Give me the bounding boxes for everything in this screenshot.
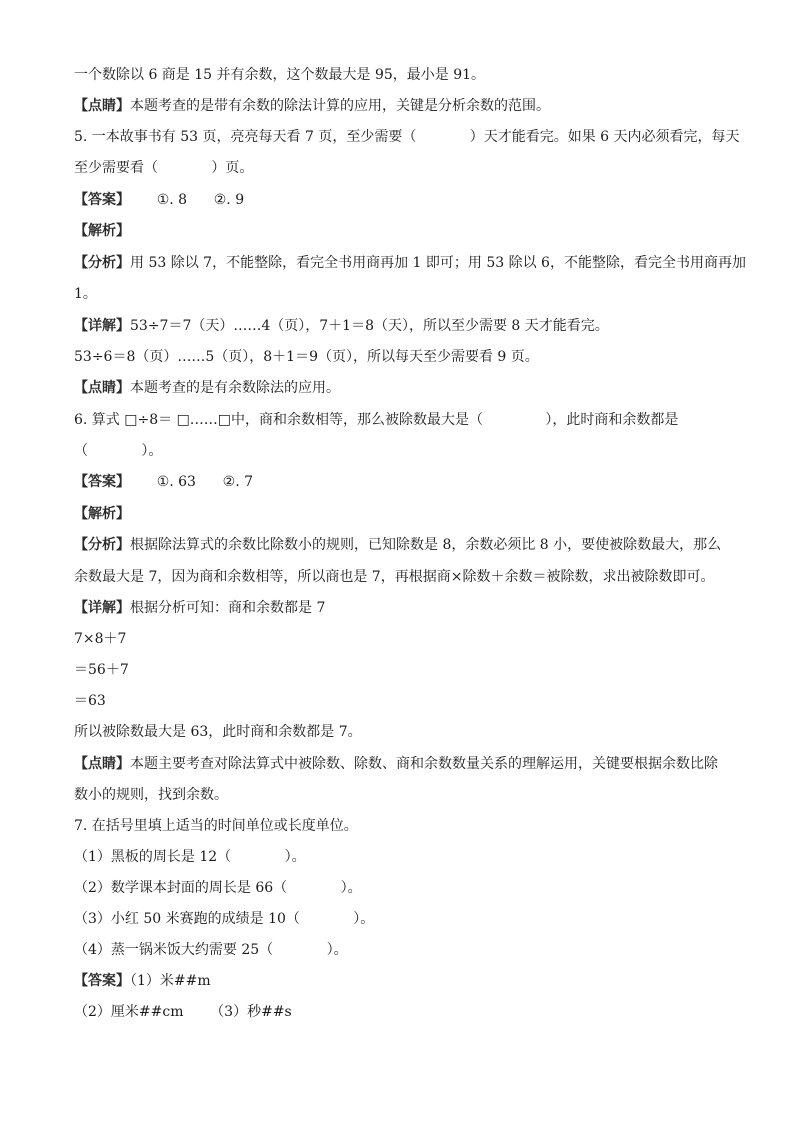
line-text: ＝63 [74, 693, 106, 709]
line-text: 7. 在括号里填上适当的时间单位或长度单位。 [74, 818, 358, 834]
section-tag: 【答案】 [74, 474, 130, 490]
text-line [74, 472, 734, 492]
text-line [74, 785, 734, 805]
text-line [74, 754, 734, 774]
line-text: 一个数除以 6 商是 15 并有余数，这个数最大是 95，最小是 91。 [74, 67, 486, 83]
line-text: 本题考查的是带有余数的除法计算的应用，关键是分析余数的范围。 [130, 98, 550, 114]
section-tag: 【点睛】 [74, 98, 130, 114]
text-line [74, 96, 734, 116]
section-tag: 【点睛】 [74, 380, 130, 396]
text-line [74, 1002, 734, 1022]
text-line [74, 127, 740, 147]
text-line [74, 629, 734, 649]
line-text: （4）蒸一锅米饭大约需要 25（ ）。 [74, 942, 348, 958]
section-tag: 【点睛】 [74, 756, 130, 772]
line-text: ①. 8 ②. 9 [130, 192, 245, 208]
text-line [74, 691, 734, 711]
text-line [74, 660, 734, 680]
line-text: 6. 算式 □÷8＝ □……□中，商和余数相等，那么被除数最大是（ ），此时商和余数都是 [74, 412, 679, 428]
line-text: 本题主要考查对除法算式中被除数、除数、商和余数数量关系的理解运用，关键要根据余数比除 [130, 756, 718, 772]
line-text: 53÷7＝7（天）……4（页），7＋1＝8（天），所以至少需要 8 天才能看完。 [130, 318, 609, 334]
line-text: 至少需要看（ ）页。 [74, 160, 254, 176]
section-tag: 【分析】 [74, 537, 130, 553]
line-text: 余数最大是 7，因为商和余数相等，所以商也是 7，再根据商×除数＋余数＝被除数，求出被除数即可。 [74, 569, 715, 585]
text-line [74, 410, 734, 430]
text-line [74, 722, 734, 742]
line-text: 所以被除数最大是 63，此时商和余数都是 7。 [74, 724, 362, 740]
text-line [74, 316, 734, 336]
text-line [74, 253, 746, 273]
text-line [74, 504, 734, 524]
line-text: （2）数学课本封面的周长是 66（ ）。 [74, 880, 362, 896]
text-line [74, 535, 734, 555]
text-line [74, 878, 734, 898]
text-line [74, 65, 734, 85]
section-tag: 【解析】 [74, 506, 130, 522]
text-line [74, 909, 734, 929]
text-line [74, 221, 734, 241]
line-text: 53÷6＝8（页）……5（页），8＋1＝9（页），所以每天至少需要看 9 页。 [74, 349, 539, 365]
text-line [74, 284, 734, 304]
text-line [74, 847, 734, 867]
line-text: 用 53 除以 7，不能整除，看完全书用商再加 1 即可；用 53 除以 6，不能整除，看完全书用商再加 [130, 255, 746, 271]
line-text: 根据分析可知：商和余数都是 7 [130, 600, 326, 616]
line-text: 本题考查的是有余数除法的应用。 [130, 380, 340, 396]
text-line [74, 347, 734, 367]
text-line [74, 816, 734, 836]
line-text: 根据除法算式的余数比除数小的规则，已知除数是 8，余数必须比 8 小，要使被除数最大，那么 [130, 537, 722, 553]
section-tag: 【分析】 [74, 255, 130, 271]
text-line [74, 940, 734, 960]
line-text: （1）米##m [130, 973, 211, 989]
text-line [74, 567, 734, 587]
section-tag: 【详解】 [74, 318, 130, 334]
section-tag: 【答案】 [74, 192, 130, 208]
line-text: （3）小红 50 米赛跑的成绩是 10（ ）。 [74, 911, 375, 927]
text-line [74, 971, 734, 991]
section-tag: 【解析】 [74, 223, 130, 239]
line-text: ＝56＋7 [74, 662, 129, 678]
line-text: （1）黑板的周长是 12（ ）。 [74, 849, 306, 865]
line-text: 1。 [74, 286, 97, 302]
line-text: 数小的规则，找到余数。 [74, 787, 228, 803]
line-text: （ ）。 [74, 443, 163, 459]
text-line [74, 378, 734, 398]
line-text: 5. 一本故事书有 53 页，亮亮每天看 7 页，至少需要（ ）天才能看完。如果 6 天内必须看完，每天 [74, 129, 740, 145]
text-line [74, 441, 734, 461]
section-tag: 【详解】 [74, 600, 130, 616]
text-line [74, 158, 734, 178]
line-text: ①. 63 ②. 7 [130, 474, 254, 490]
line-text: （2）厘米##cm （3）秒##s [74, 1004, 292, 1020]
line-text: 7×8＋7 [74, 631, 127, 647]
section-tag: 【答案】 [74, 973, 130, 989]
text-line [74, 598, 734, 618]
text-line [74, 190, 734, 210]
